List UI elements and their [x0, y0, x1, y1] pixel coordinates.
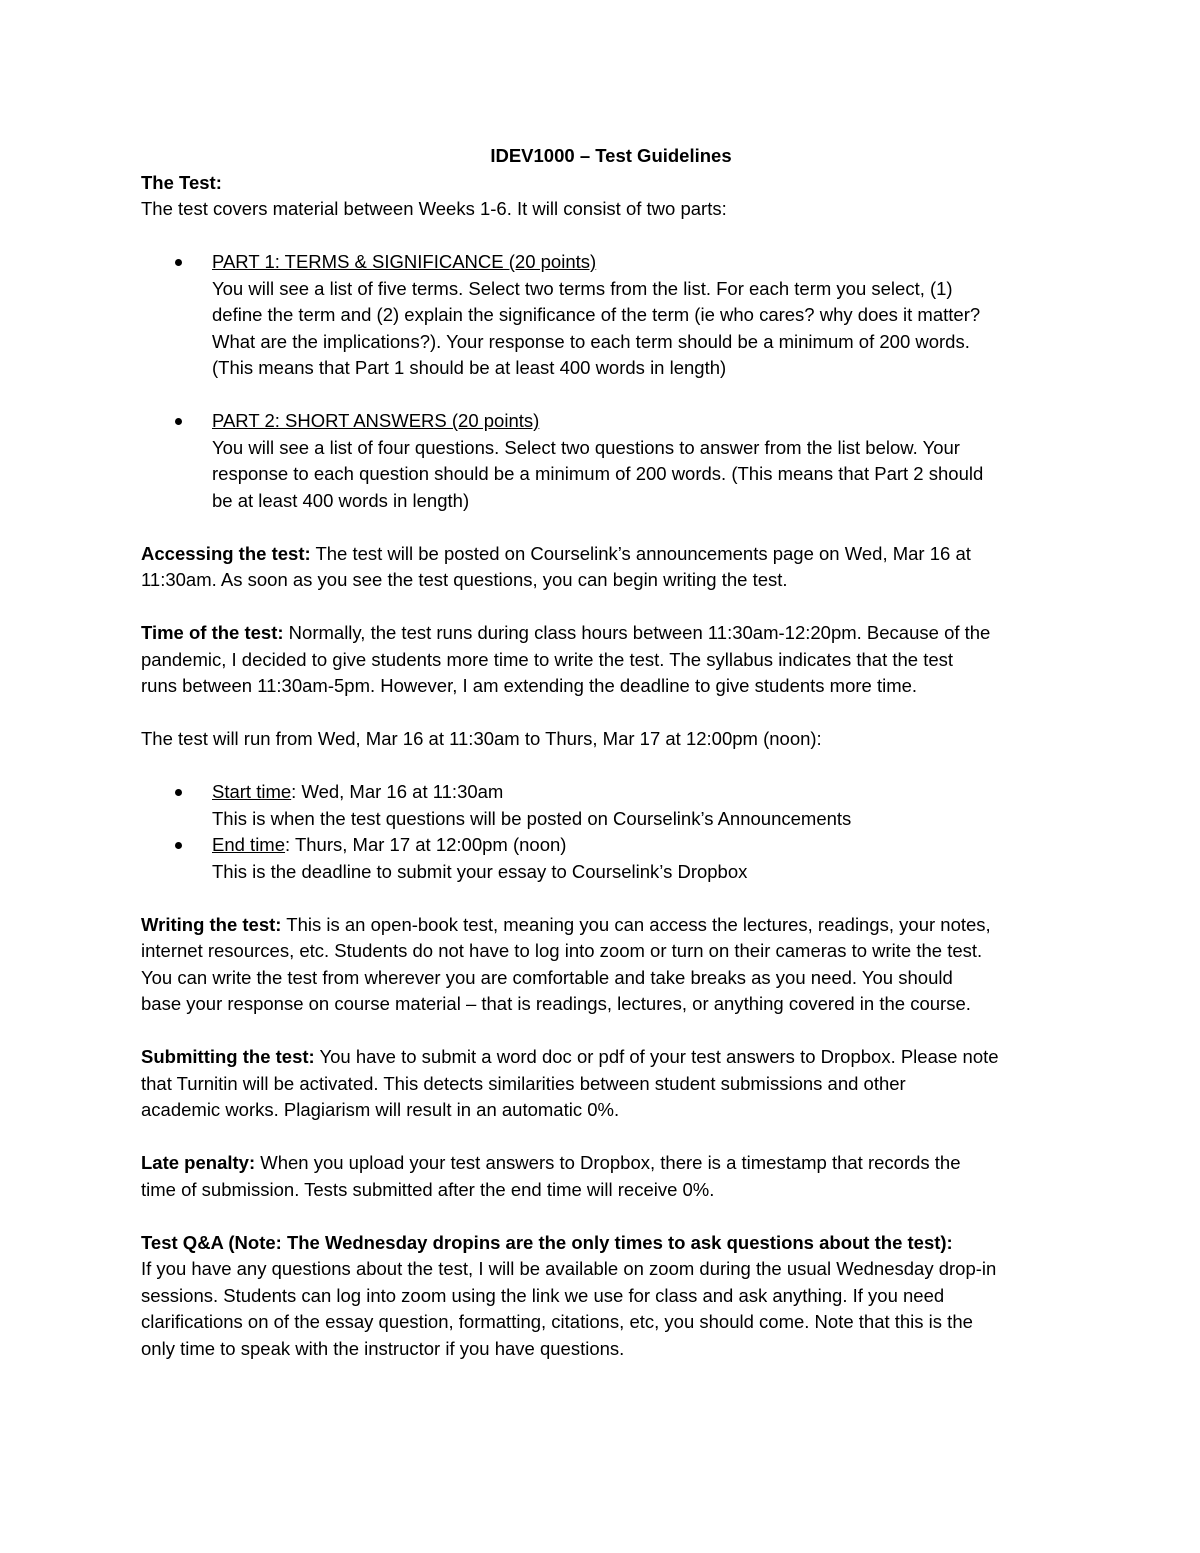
- bullet-icon: [175, 418, 182, 425]
- late-label: Late penalty:: [141, 1152, 256, 1173]
- start-time-label: Start time: [212, 781, 292, 802]
- bullet-icon: [175, 259, 182, 266]
- part-1-line: define the term and (2) explain the significance of the term (ie who cares? why does it matter?: [212, 304, 981, 325]
- accessing-paragraph: [141, 541, 1081, 568]
- writing-line: internet resources, etc. Students do not have to log into zoom or turn on their cameras to write the test.: [141, 940, 983, 961]
- document-body: [141, 143, 1081, 1362]
- qa-line: only time to speak with the instructor if you have questions.: [141, 1337, 625, 1359]
- time-paragraph: [141, 620, 1081, 647]
- bullet-icon: [175, 842, 182, 849]
- qa-heading: Test Q&A (Note: The Wednesday dropins are the only times to ask questions about the test):: [141, 1231, 953, 1253]
- part-1-line: You will see a list of five terms. Select two terms from the list. For each term you select, (1): [212, 277, 953, 299]
- start-time-item: [141, 779, 1081, 832]
- run-period: The test will run from Wed, Mar 16 at 11:30am to Thurs, Mar 17 at 12:00pm (noon):: [141, 728, 822, 749]
- submitting-paragraph: [141, 1044, 1081, 1071]
- part-2-line: response to each question should be a minimum of 200 words. (This means that Part 2 should: [212, 463, 984, 484]
- part-2-heading: PART 2: SHORT ANSWERS (20 points): [212, 410, 540, 431]
- part-1-line: What are the implications?). Your response to each term should be a minimum of 200 words.: [212, 330, 970, 352]
- submitting-text: You have to submit a word doc or pdf of your test answers to Dropbox. Please note: [314, 1046, 999, 1067]
- writing-label: Writing the test:: [141, 913, 282, 935]
- late-paragraph: [141, 1150, 1081, 1177]
- end-time-value: : Thurs, Mar 17 at 12:00pm (noon): [285, 834, 567, 855]
- part-1-item: [141, 249, 1081, 382]
- submitting-line: that Turnitin will be activated. This detects similarities between student submissions and other: [141, 1072, 906, 1094]
- qa-line: If you have any questions about the test, I will be available on zoom during the usual Wednesday drop-in: [141, 1258, 997, 1279]
- time-label: Time of the test:: [141, 622, 284, 643]
- part-2-item: [141, 408, 1081, 514]
- submitting-line: academic works. Plagiarism will result in an automatic 0%.: [141, 1099, 620, 1120]
- qa-line: clarifications on of the essay question, formatting, citations, etc, you should come. Note that this is the: [141, 1311, 973, 1332]
- time-line: runs between 11:30am-5pm. However, I am extending the deadline to give students more time.: [141, 675, 918, 696]
- writing-line: base your response on course material – that is readings, lectures, or anything covered in the course.: [141, 993, 971, 1014]
- accessing-line: 11:30am. As soon as you see the test questions, you can begin writing the test.: [141, 569, 788, 590]
- time-line: pandemic, I decided to give students more time to write the test. The syllabus indicates that the test: [141, 648, 954, 670]
- part-2-line: You will see a list of four questions. Select two questions to answer from the list below. Your: [212, 436, 960, 458]
- end-time-item: [141, 832, 1081, 885]
- late-text: When you upload your test answers to Dropbox, there is a timestamp that records the: [255, 1152, 961, 1173]
- writing-line: You can write the test from wherever you are comfortable and take breaks as you need. You should: [141, 966, 953, 988]
- the-test-heading: The Test:: [141, 171, 222, 193]
- late-line: time of submission. Tests submitted after the end time will receive 0%.: [141, 1178, 715, 1200]
- part-1-heading: PART 1: TERMS & SIGNIFICANCE (20 points): [212, 251, 597, 272]
- accessing-text: The test will be posted on Courselink’s announcements page on Wed, Mar 16 at: [310, 542, 971, 564]
- writing-paragraph: [141, 912, 1081, 939]
- the-test-intro: The test covers material between Weeks 1-6. It will consist of two parts:: [141, 198, 727, 219]
- end-time-note: This is the deadline to submit your essay to Courselink’s Dropbox: [212, 860, 748, 882]
- accessing-label: Accessing the test:: [141, 542, 311, 564]
- document-title: IDEV1000 – Test Guidelines: [490, 145, 732, 166]
- part-2-line: be at least 400 words in length): [212, 489, 470, 511]
- submitting-label: Submitting the test:: [141, 1046, 315, 1067]
- start-time-value: : Wed, Mar 16 at 11:30am: [291, 781, 504, 802]
- writing-text: This is an open-book test, meaning you can access the lectures, readings, your notes,: [281, 913, 991, 935]
- time-text: Normally, the test runs during class hours between 11:30am-12:20pm. Because of the: [283, 622, 991, 643]
- qa-line: sessions. Students can log into zoom using the link we use for class and ask anything. If you need: [141, 1284, 945, 1306]
- end-time-label: End time: [212, 834, 286, 855]
- start-time-note: This is when the test questions will be posted on Courselink’s Announcements: [212, 807, 852, 829]
- part-1-line: (This means that Part 1 should be at least 400 words in length): [212, 357, 727, 378]
- bullet-icon: [175, 789, 182, 796]
